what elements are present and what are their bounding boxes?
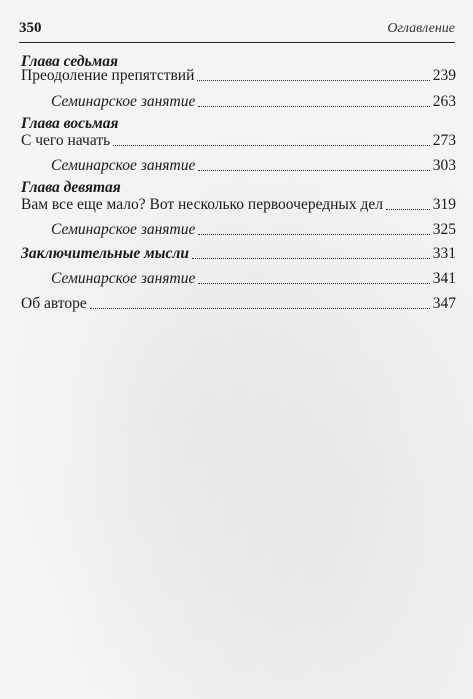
toc-entry-title: Семинарское занятие <box>51 93 196 110</box>
chapter-7-label: Глава седьмая <box>21 53 118 70</box>
toc-entry-title: С чего начать <box>21 132 111 149</box>
toc-entry-page: 331 <box>432 245 456 262</box>
toc-entry-title: Семинарское занятие <box>51 157 196 174</box>
toc-entry-title: Преодоление препятствий <box>21 67 195 84</box>
leader-dots <box>197 79 429 81</box>
toc-entry-title: Вам все еще мало? Вот несколько первоочередных дел <box>21 196 383 213</box>
leader-dots <box>192 257 430 259</box>
toc-entry-ch8-seminar <box>21 156 456 176</box>
toc-entry-page: 303 <box>432 157 456 174</box>
toc-entry-page: 273 <box>432 132 456 149</box>
toc-entry-page: 239 <box>432 67 456 84</box>
leader-dots <box>113 144 430 146</box>
toc-entry-about <box>21 294 456 314</box>
chapter-8-label: Глава восьмая <box>21 115 119 132</box>
toc-entry-ch9-seminar <box>21 220 456 240</box>
running-head: Оглавление <box>387 21 455 36</box>
page-number: 350 <box>19 20 42 36</box>
toc-entry-title: Семинарское занятие <box>51 221 196 238</box>
toc-entry-title: Об авторе <box>21 295 87 312</box>
toc-entry-page: 263 <box>432 93 456 110</box>
toc-entry-page: 325 <box>432 221 456 238</box>
toc-entry-ch7 <box>21 66 456 86</box>
leader-dots <box>386 208 430 210</box>
toc-entry-ch7-seminar <box>21 92 456 112</box>
leader-dots <box>90 307 430 309</box>
toc-entry-title: Семинарское занятие <box>51 270 196 287</box>
toc-entry-final-seminar <box>21 269 456 289</box>
toc-entry-page: 319 <box>432 196 456 213</box>
chapter-9-label: Глава девятая <box>21 179 121 196</box>
toc-entry-ch9 <box>21 195 456 215</box>
toc-entry-title: Заключительные мысли <box>21 245 189 262</box>
toc-entry-final <box>21 244 456 264</box>
toc-entry-page: 347 <box>432 295 456 312</box>
page-header <box>19 18 455 43</box>
leader-dots <box>198 233 429 235</box>
leader-dots <box>198 282 429 284</box>
leader-dots <box>198 105 429 107</box>
leader-dots <box>198 169 429 171</box>
toc-entry-page: 341 <box>432 270 456 287</box>
toc-entry-ch8 <box>21 131 456 151</box>
